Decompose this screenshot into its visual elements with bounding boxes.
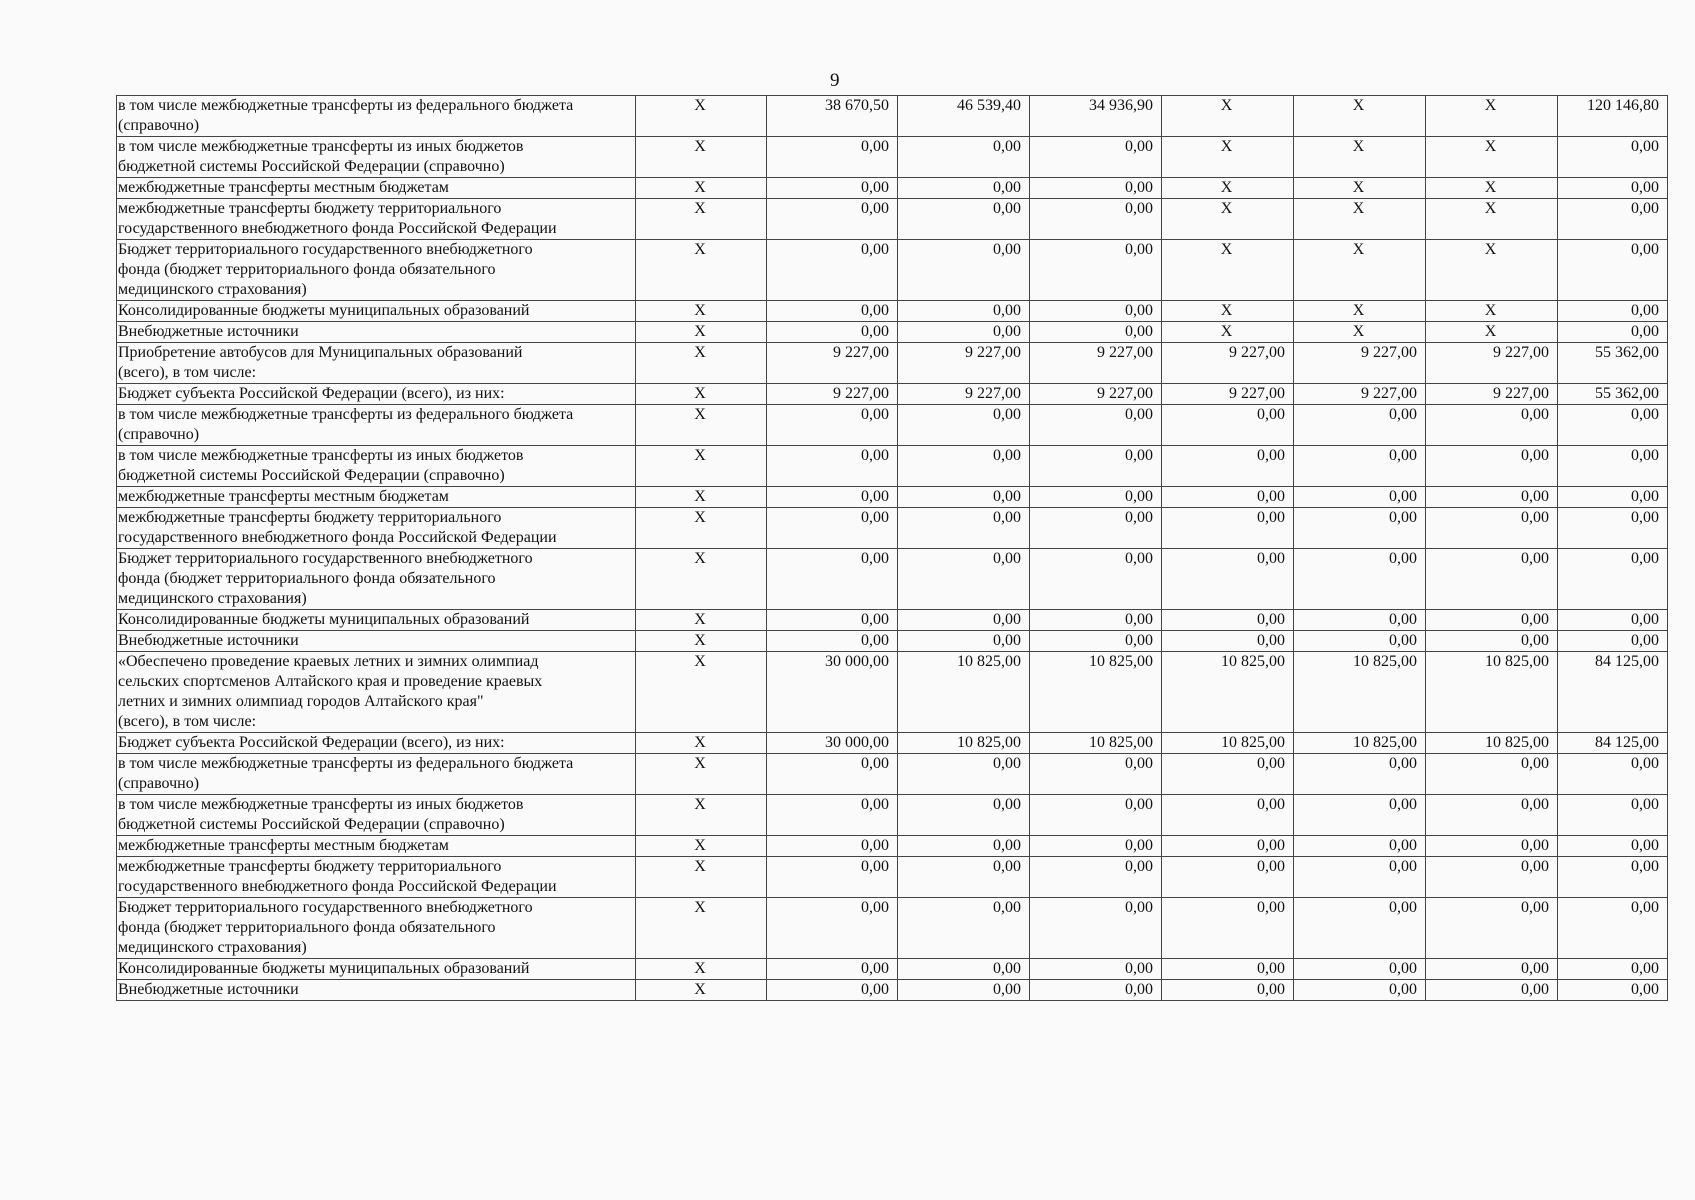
table-row [117,652,1668,733]
value-cell: 9 227,00 [1162,343,1294,384]
value-cell: 0,00 [1294,508,1426,549]
value-cell: 0,00 [1030,301,1162,322]
value-cell: 9 227,00 [767,343,898,384]
value-cell: 0,00 [767,980,898,1001]
value-cell: X [1294,96,1426,137]
value-cell: 0,00 [1030,405,1162,446]
value-cell: 0,00 [1030,898,1162,959]
table-row [117,610,1668,631]
value-cell: 0,00 [1294,549,1426,610]
table-row [117,733,1668,754]
value-cell: 0,00 [1426,959,1558,980]
value-cell: 0,00 [1294,487,1426,508]
value-cell: 9 227,00 [1030,384,1162,405]
value-cell: 0,00 [1558,322,1668,343]
value-cell: X [636,898,767,959]
value-cell: 0,00 [1558,754,1668,795]
row-label-cell: Бюджет территориального государственного внебюджетного фонда (бюджет территориального фонда обязательного медицинского страхования) [117,240,636,301]
value-cell: X [636,733,767,754]
value-cell: 0,00 [1558,836,1668,857]
value-cell: 0,00 [1558,898,1668,959]
value-cell: 0,00 [1558,178,1668,199]
value-cell: 0,00 [1030,508,1162,549]
value-cell: 0,00 [1558,631,1668,652]
value-cell: X [636,178,767,199]
value-cell: X [1294,322,1426,343]
value-cell: 0,00 [767,199,898,240]
value-cell: X [636,549,767,610]
value-cell: X [636,446,767,487]
row-label-cell: Бюджет субъекта Российской Федерации (всего), из них: [117,384,636,405]
value-cell: 9 227,00 [1162,384,1294,405]
value-cell: X [1426,240,1558,301]
value-cell: 0,00 [1426,487,1558,508]
value-cell: 0,00 [1294,898,1426,959]
value-cell: 0,00 [1030,836,1162,857]
value-cell: 9 227,00 [1294,384,1426,405]
table-row [117,980,1668,1001]
page-number: 9 [830,70,840,91]
row-label-cell: Приобретение автобусов для Муниципальных образований (всего), в том числе: [117,343,636,384]
table-row [117,384,1668,405]
value-cell: 0,00 [767,487,898,508]
value-cell: 0,00 [767,857,898,898]
value-cell: 0,00 [1162,508,1294,549]
value-cell: 0,00 [1030,487,1162,508]
value-cell: 0,00 [1426,508,1558,549]
value-cell: 0,00 [1162,959,1294,980]
value-cell: 0,00 [1558,795,1668,836]
value-cell: 0,00 [1162,980,1294,1001]
row-label-cell: межбюджетные трансферты местным бюджетам [117,178,636,199]
value-cell: X [636,322,767,343]
value-cell: 0,00 [1294,959,1426,980]
value-cell: X [1426,322,1558,343]
value-cell: 0,00 [898,446,1030,487]
value-cell: 84 125,00 [1558,652,1668,733]
table-row [117,178,1668,199]
value-cell: 0,00 [767,836,898,857]
row-label-cell: межбюджетные трансферты бюджету территориального государственного внебюджетного фонда Российской Федерации [117,508,636,549]
value-cell: 0,00 [1162,898,1294,959]
table-row [117,857,1668,898]
value-cell: 0,00 [767,240,898,301]
budget-table [116,95,1668,1001]
value-cell: 0,00 [1426,631,1558,652]
row-label-cell: Внебюджетные источники [117,322,636,343]
row-label-cell: «Обеспечено проведение краевых летних и зимних олимпиад сельских спортсменов Алтайского края и проведение краевых летних и зимних олимпиад городов Алтайского края" (всего), в том числе: [117,652,636,733]
value-cell: 30 000,00 [767,733,898,754]
value-cell: 46 539,40 [898,96,1030,137]
value-cell: 0,00 [1558,980,1668,1001]
value-cell: 0,00 [1558,549,1668,610]
table-row [117,137,1668,178]
row-label-cell: межбюджетные трансферты местным бюджетам [117,836,636,857]
value-cell: 0,00 [1426,405,1558,446]
value-cell: 0,00 [1558,487,1668,508]
value-cell: 0,00 [1162,549,1294,610]
value-cell: 0,00 [1558,301,1668,322]
value-cell: 0,00 [767,549,898,610]
value-cell: X [1294,240,1426,301]
value-cell: 0,00 [767,610,898,631]
value-cell: 0,00 [1558,959,1668,980]
value-cell: 0,00 [1030,980,1162,1001]
value-cell: 0,00 [1030,199,1162,240]
value-cell: 0,00 [1558,610,1668,631]
value-cell: X [1294,301,1426,322]
value-cell: X [636,96,767,137]
value-cell: 9 227,00 [1426,343,1558,384]
table-row [117,631,1668,652]
value-cell: 0,00 [1162,754,1294,795]
value-cell: 0,00 [1162,795,1294,836]
value-cell: 0,00 [767,405,898,446]
value-cell: 9 227,00 [767,384,898,405]
value-cell: X [1426,178,1558,199]
value-cell: 10 825,00 [898,652,1030,733]
table-row [117,301,1668,322]
value-cell: 0,00 [1030,240,1162,301]
value-cell: 0,00 [1030,631,1162,652]
value-cell: 0,00 [1030,549,1162,610]
value-cell: 0,00 [898,959,1030,980]
value-cell: 0,00 [898,980,1030,1001]
table-row [117,898,1668,959]
value-cell: 0,00 [1162,631,1294,652]
table-row [117,343,1668,384]
value-cell: 0,00 [1558,137,1668,178]
row-label-cell: в том числе межбюджетные трансферты из иных бюджетов бюджетной системы Российской Федерации (справочно) [117,137,636,178]
value-cell: 0,00 [1294,980,1426,1001]
value-cell: 0,00 [1030,610,1162,631]
value-cell: X [1162,137,1294,178]
value-cell: 0,00 [767,178,898,199]
table-row [117,549,1668,610]
value-cell: 0,00 [767,508,898,549]
value-cell: 0,00 [1558,199,1668,240]
value-cell: 0,00 [1030,446,1162,487]
value-cell: 0,00 [1426,446,1558,487]
value-cell: 0,00 [898,178,1030,199]
row-label-cell: Бюджет территориального государственного внебюджетного фонда (бюджет территориального фонда обязательного медицинского страхования) [117,898,636,959]
value-cell: 10 825,00 [1162,652,1294,733]
value-cell: 0,00 [1162,836,1294,857]
value-cell: 0,00 [767,631,898,652]
row-label-cell: межбюджетные трансферты местным бюджетам [117,487,636,508]
value-cell: 0,00 [898,857,1030,898]
value-cell: 84 125,00 [1558,733,1668,754]
value-cell: X [636,631,767,652]
value-cell: 0,00 [767,322,898,343]
value-cell: 9 227,00 [1426,384,1558,405]
row-label-cell: в том числе межбюджетные трансферты из федерального бюджета (справочно) [117,405,636,446]
value-cell: 0,00 [1294,631,1426,652]
row-label-cell: межбюджетные трансферты бюджету территориального государственного внебюджетного фонда Российской Федерации [117,199,636,240]
value-cell: X [636,301,767,322]
value-cell: X [636,137,767,178]
value-cell: 9 227,00 [1294,343,1426,384]
table-row [117,959,1668,980]
value-cell: 0,00 [1426,795,1558,836]
value-cell: 0,00 [1030,137,1162,178]
row-label-cell: Внебюджетные источники [117,980,636,1001]
value-cell: 0,00 [1558,240,1668,301]
value-cell: 0,00 [898,795,1030,836]
value-cell: X [1162,322,1294,343]
row-label-cell: в том числе межбюджетные трансферты из федерального бюджета (справочно) [117,754,636,795]
value-cell: 0,00 [1162,610,1294,631]
value-cell: 0,00 [898,487,1030,508]
value-cell: 0,00 [898,631,1030,652]
value-cell: X [1426,137,1558,178]
value-cell: 10 825,00 [898,733,1030,754]
value-cell: 10 825,00 [1162,733,1294,754]
value-cell: 0,00 [767,898,898,959]
table-row [117,405,1668,446]
table-row [117,96,1668,137]
value-cell: X [1426,199,1558,240]
value-cell: 0,00 [1162,487,1294,508]
value-cell: 0,00 [767,959,898,980]
value-cell: 0,00 [767,301,898,322]
row-label-cell: Консолидированные бюджеты муниципальных образований [117,959,636,980]
table-row [117,240,1668,301]
value-cell: 9 227,00 [898,343,1030,384]
row-label-cell: в том числе межбюджетные трансферты из иных бюджетов бюджетной системы Российской Федерации (справочно) [117,795,636,836]
value-cell: 0,00 [1558,508,1668,549]
value-cell: X [1426,96,1558,137]
value-cell: X [636,343,767,384]
value-cell: 0,00 [1426,836,1558,857]
value-cell: 10 825,00 [1030,733,1162,754]
value-cell: 0,00 [898,301,1030,322]
value-cell: X [636,240,767,301]
value-cell: X [636,199,767,240]
value-cell: X [636,836,767,857]
value-cell: 0,00 [1030,178,1162,199]
value-cell: X [1162,199,1294,240]
value-cell: 0,00 [898,322,1030,343]
value-cell: 0,00 [1162,857,1294,898]
value-cell: X [636,959,767,980]
table-row [117,754,1668,795]
table-row [117,836,1668,857]
table-row [117,508,1668,549]
row-label-cell: в том числе межбюджетные трансферты из федерального бюджета (справочно) [117,96,636,137]
value-cell: X [636,487,767,508]
row-label-cell: Бюджет субъекта Российской Федерации (всего), из них: [117,733,636,754]
value-cell: X [636,795,767,836]
value-cell: 0,00 [1294,857,1426,898]
row-label-cell: в том числе межбюджетные трансферты из иных бюджетов бюджетной системы Российской Федерации (справочно) [117,446,636,487]
value-cell: 0,00 [1030,857,1162,898]
table-body [117,96,1668,1001]
value-cell: 0,00 [1030,795,1162,836]
table-row [117,487,1668,508]
value-cell: X [636,652,767,733]
value-cell: 0,00 [898,199,1030,240]
value-cell: 38 670,50 [767,96,898,137]
value-cell: X [1294,137,1426,178]
value-cell: 0,00 [1558,857,1668,898]
value-cell: 55 362,00 [1558,384,1668,405]
value-cell: X [1162,240,1294,301]
value-cell: X [636,508,767,549]
value-cell: 0,00 [767,137,898,178]
value-cell: 10 825,00 [1294,652,1426,733]
value-cell: 0,00 [1294,795,1426,836]
value-cell: X [636,610,767,631]
value-cell: 0,00 [1426,980,1558,1001]
value-cell: 0,00 [898,549,1030,610]
value-cell: 0,00 [1162,405,1294,446]
value-cell: 0,00 [1426,857,1558,898]
value-cell: 30 000,00 [767,652,898,733]
value-cell: X [1162,178,1294,199]
value-cell: 0,00 [1030,959,1162,980]
value-cell: 55 362,00 [1558,343,1668,384]
value-cell: 120 146,80 [1558,96,1668,137]
value-cell: X [636,980,767,1001]
value-cell: 0,00 [1426,898,1558,959]
value-cell: 10 825,00 [1030,652,1162,733]
value-cell: 0,00 [1558,405,1668,446]
value-cell: X [1162,96,1294,137]
table-row [117,322,1668,343]
value-cell: X [1162,301,1294,322]
value-cell: 0,00 [1426,754,1558,795]
table-row [117,446,1668,487]
value-cell: 0,00 [1030,754,1162,795]
value-cell: 0,00 [898,508,1030,549]
value-cell: 9 227,00 [1030,343,1162,384]
value-cell: 0,00 [898,610,1030,631]
value-cell: 0,00 [898,240,1030,301]
value-cell: 0,00 [1294,610,1426,631]
table-row [117,199,1668,240]
value-cell: X [636,754,767,795]
value-cell: X [1294,199,1426,240]
value-cell: 0,00 [767,754,898,795]
value-cell: 0,00 [1030,322,1162,343]
value-cell: 0,00 [1426,610,1558,631]
value-cell: 0,00 [767,795,898,836]
value-cell: 0,00 [1294,754,1426,795]
value-cell: 0,00 [1294,446,1426,487]
value-cell: X [636,405,767,446]
table-row [117,795,1668,836]
value-cell: 0,00 [898,405,1030,446]
value-cell: 34 936,90 [1030,96,1162,137]
value-cell: 0,00 [898,754,1030,795]
value-cell: 0,00 [898,836,1030,857]
value-cell: 0,00 [1162,446,1294,487]
value-cell: 0,00 [898,898,1030,959]
value-cell: 0,00 [1294,836,1426,857]
value-cell: X [636,384,767,405]
row-label-cell: Консолидированные бюджеты муниципальных образований [117,610,636,631]
value-cell: X [1294,178,1426,199]
row-label-cell: Внебюджетные источники [117,631,636,652]
value-cell: 10 825,00 [1426,733,1558,754]
value-cell: 0,00 [1558,446,1668,487]
value-cell: 10 825,00 [1426,652,1558,733]
value-cell: 0,00 [1294,405,1426,446]
value-cell: 0,00 [898,137,1030,178]
row-label-cell: межбюджетные трансферты бюджету территориального государственного внебюджетного фонда Российской Федерации [117,857,636,898]
value-cell: 0,00 [767,446,898,487]
row-label-cell: Бюджет территориального государственного внебюджетного фонда (бюджет территориального фонда обязательного медицинского страхования) [117,549,636,610]
value-cell: 10 825,00 [1294,733,1426,754]
value-cell: 9 227,00 [898,384,1030,405]
row-label-cell: Консолидированные бюджеты муниципальных образований [117,301,636,322]
value-cell: X [636,857,767,898]
value-cell: 0,00 [1426,549,1558,610]
value-cell: X [1426,301,1558,322]
